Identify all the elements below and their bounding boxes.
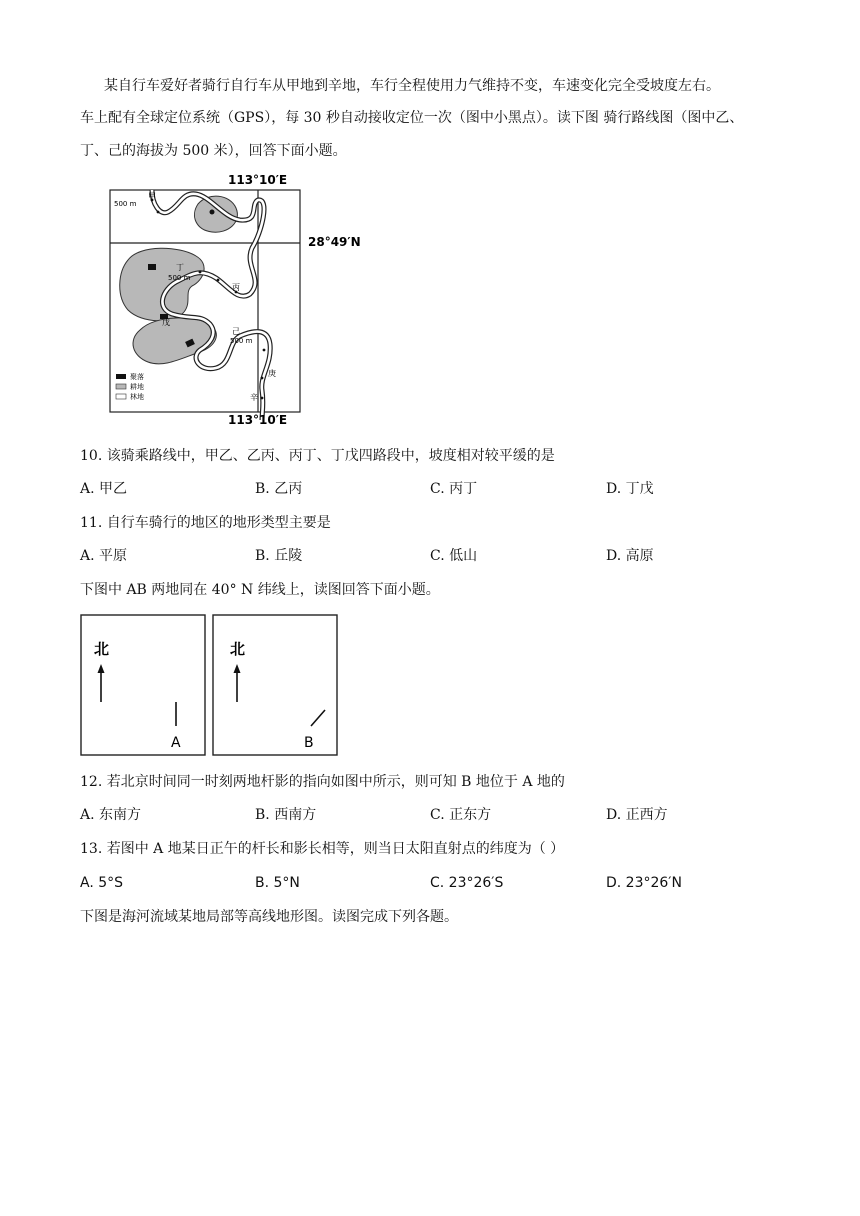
place-label-bing: 丙 bbox=[232, 283, 240, 292]
legend-farmland: 耕地 bbox=[130, 383, 144, 391]
shadow-figure-a bbox=[80, 614, 208, 756]
place-label-xin: 辛 bbox=[250, 393, 258, 402]
question-10-option-d: D. 丁戊 bbox=[606, 481, 654, 497]
question-11-option-a: A. 平原 bbox=[80, 548, 128, 564]
question-12-option-c: C. 正东方 bbox=[430, 807, 492, 823]
point-label-a: A bbox=[171, 735, 181, 751]
question-12-option-b: B. 西南方 bbox=[255, 807, 317, 823]
question-13-stem: 13. 若图中 A 地某日正午的杆长和影长相等，则当日太阳直射点的纬度为（ ） bbox=[80, 841, 565, 857]
cycling-route-map bbox=[100, 168, 370, 430]
settlement-marker bbox=[210, 210, 215, 215]
question-12-stem: 12. 若北京时间同一时刻两地杆影的指向如图中所示，则可知 B 地位于 A 地的 bbox=[80, 774, 565, 790]
intro-line-1: 某自行车爱好者骑行自行车从甲地到辛地，车行全程使用力气维持不变，车速变化完全受坡度左右。 bbox=[104, 78, 720, 94]
legend-settlement: 聚落 bbox=[130, 373, 144, 381]
map-legend bbox=[116, 372, 144, 401]
intro-line-3: 丁、己的海拔为 500 米），回答下面小题。 bbox=[80, 143, 347, 159]
latitude-right-label: 28°49′N bbox=[308, 235, 361, 249]
intro-line-2: 车上配有全球定位系统（GPS），每 30 秒自动接收定位一次（图中小黑点）。读下图 骑行路线图（图中乙、 bbox=[80, 110, 744, 126]
intro-3: 下图是海河流域某地局部等高线地形图。读图完成下列各题。 bbox=[80, 909, 458, 925]
question-11-option-d: D. 高原 bbox=[606, 548, 654, 564]
question-10-option-a: A. 甲乙 bbox=[80, 481, 128, 497]
question-11-stem: 11. 自行车骑行的地区的地形类型主要是 bbox=[80, 515, 331, 531]
question-10-option-c: C. 丙丁 bbox=[430, 481, 478, 497]
question-11-option-b: B. 丘陵 bbox=[255, 548, 303, 564]
legend-forest: 林地 bbox=[130, 393, 144, 401]
question-11-option-c: C. 低山 bbox=[430, 548, 478, 564]
place-label-geng: 庚 bbox=[268, 369, 276, 378]
shadow-figure-b bbox=[212, 614, 340, 756]
intro-2: 下图中 AB 两地同在 40° N 纬线上，读图回答下面小题。 bbox=[80, 582, 440, 598]
question-13-option-c: C. 23°26′S bbox=[430, 875, 504, 891]
question-13-option-b: B. 5°N bbox=[255, 875, 300, 891]
question-13-option-a: A. 5°S bbox=[80, 875, 124, 891]
place-label-wu: 戊 bbox=[162, 318, 170, 327]
question-10-stem: 10. 该骑乘路线中，甲乙、乙丙、丙丁、丁戊四路段中，坡度相对较平缓的是 bbox=[80, 448, 555, 464]
question-12-option-d: D. 正西方 bbox=[606, 807, 668, 823]
north-label-left: 北 bbox=[94, 640, 110, 658]
point-label-b: B bbox=[304, 735, 314, 751]
place-label-ding: 丁 bbox=[176, 263, 184, 272]
place-label-ding-altitude: 500 m bbox=[168, 274, 191, 282]
place-label-ji-altitude: 500 m bbox=[230, 337, 253, 345]
settlement-marker bbox=[148, 264, 156, 270]
question-13-option-d: D. 23°26′N bbox=[606, 875, 682, 891]
north-label-right: 北 bbox=[230, 640, 246, 658]
place-label-jia: 甲 bbox=[148, 192, 156, 201]
longitude-top-label: 113°10′E bbox=[228, 173, 288, 187]
question-10-option-b: B. 乙丙 bbox=[255, 481, 303, 497]
place-label-ji: 己 bbox=[232, 327, 240, 336]
question-12-option-a: A. 东南方 bbox=[80, 807, 142, 823]
place-label-jia-altitude: 500 m bbox=[114, 200, 137, 208]
longitude-bottom-label: 113°10′E bbox=[228, 413, 288, 427]
